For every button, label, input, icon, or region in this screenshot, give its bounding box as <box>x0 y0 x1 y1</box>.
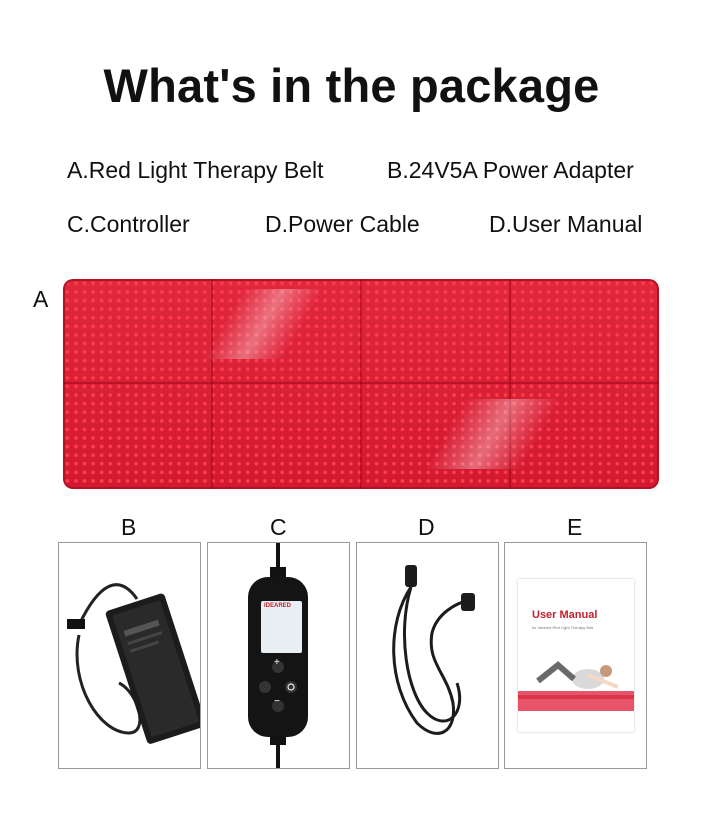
minus-button: − <box>274 696 280 707</box>
manual-title: User Manual <box>532 609 598 621</box>
manual-subtitle: for Ideared Red Light Therapy Belt <box>532 625 594 630</box>
controller-screen <box>261 601 302 653</box>
power-cable-frame <box>356 542 499 769</box>
controller-icon <box>208 543 349 768</box>
item-c-label: C.Controller <box>67 211 190 237</box>
item-a-label: A.Red Light Therapy Belt <box>67 157 324 183</box>
power-adapter-icon <box>59 543 200 768</box>
page-title: What's in the package <box>103 59 600 112</box>
belt-glare-2 <box>393 399 593 469</box>
controller-brand: IDEARED <box>264 603 292 609</box>
letter-a: A <box>33 286 49 312</box>
user-manual-cover <box>518 579 634 732</box>
power-cable-icon <box>357 543 498 768</box>
letter-e: E <box>567 514 583 540</box>
plus-button: + <box>274 657 280 668</box>
belt-seam-2 <box>360 279 362 489</box>
user-manual-frame <box>504 542 647 769</box>
red-light-belt-image <box>63 279 659 489</box>
item-e-label: D.User Manual <box>489 211 643 237</box>
item-d-label: D.Power Cable <box>265 211 420 237</box>
letter-c: C <box>270 514 287 540</box>
belt-glare <box>183 289 343 359</box>
power-adapter-frame <box>58 542 201 769</box>
letter-d: D <box>418 514 435 540</box>
letter-b: B <box>121 514 137 540</box>
item-b-label: B.24V5A Power Adapter <box>387 157 634 183</box>
controller-frame <box>207 542 350 769</box>
manual-photo-icon <box>518 579 634 732</box>
